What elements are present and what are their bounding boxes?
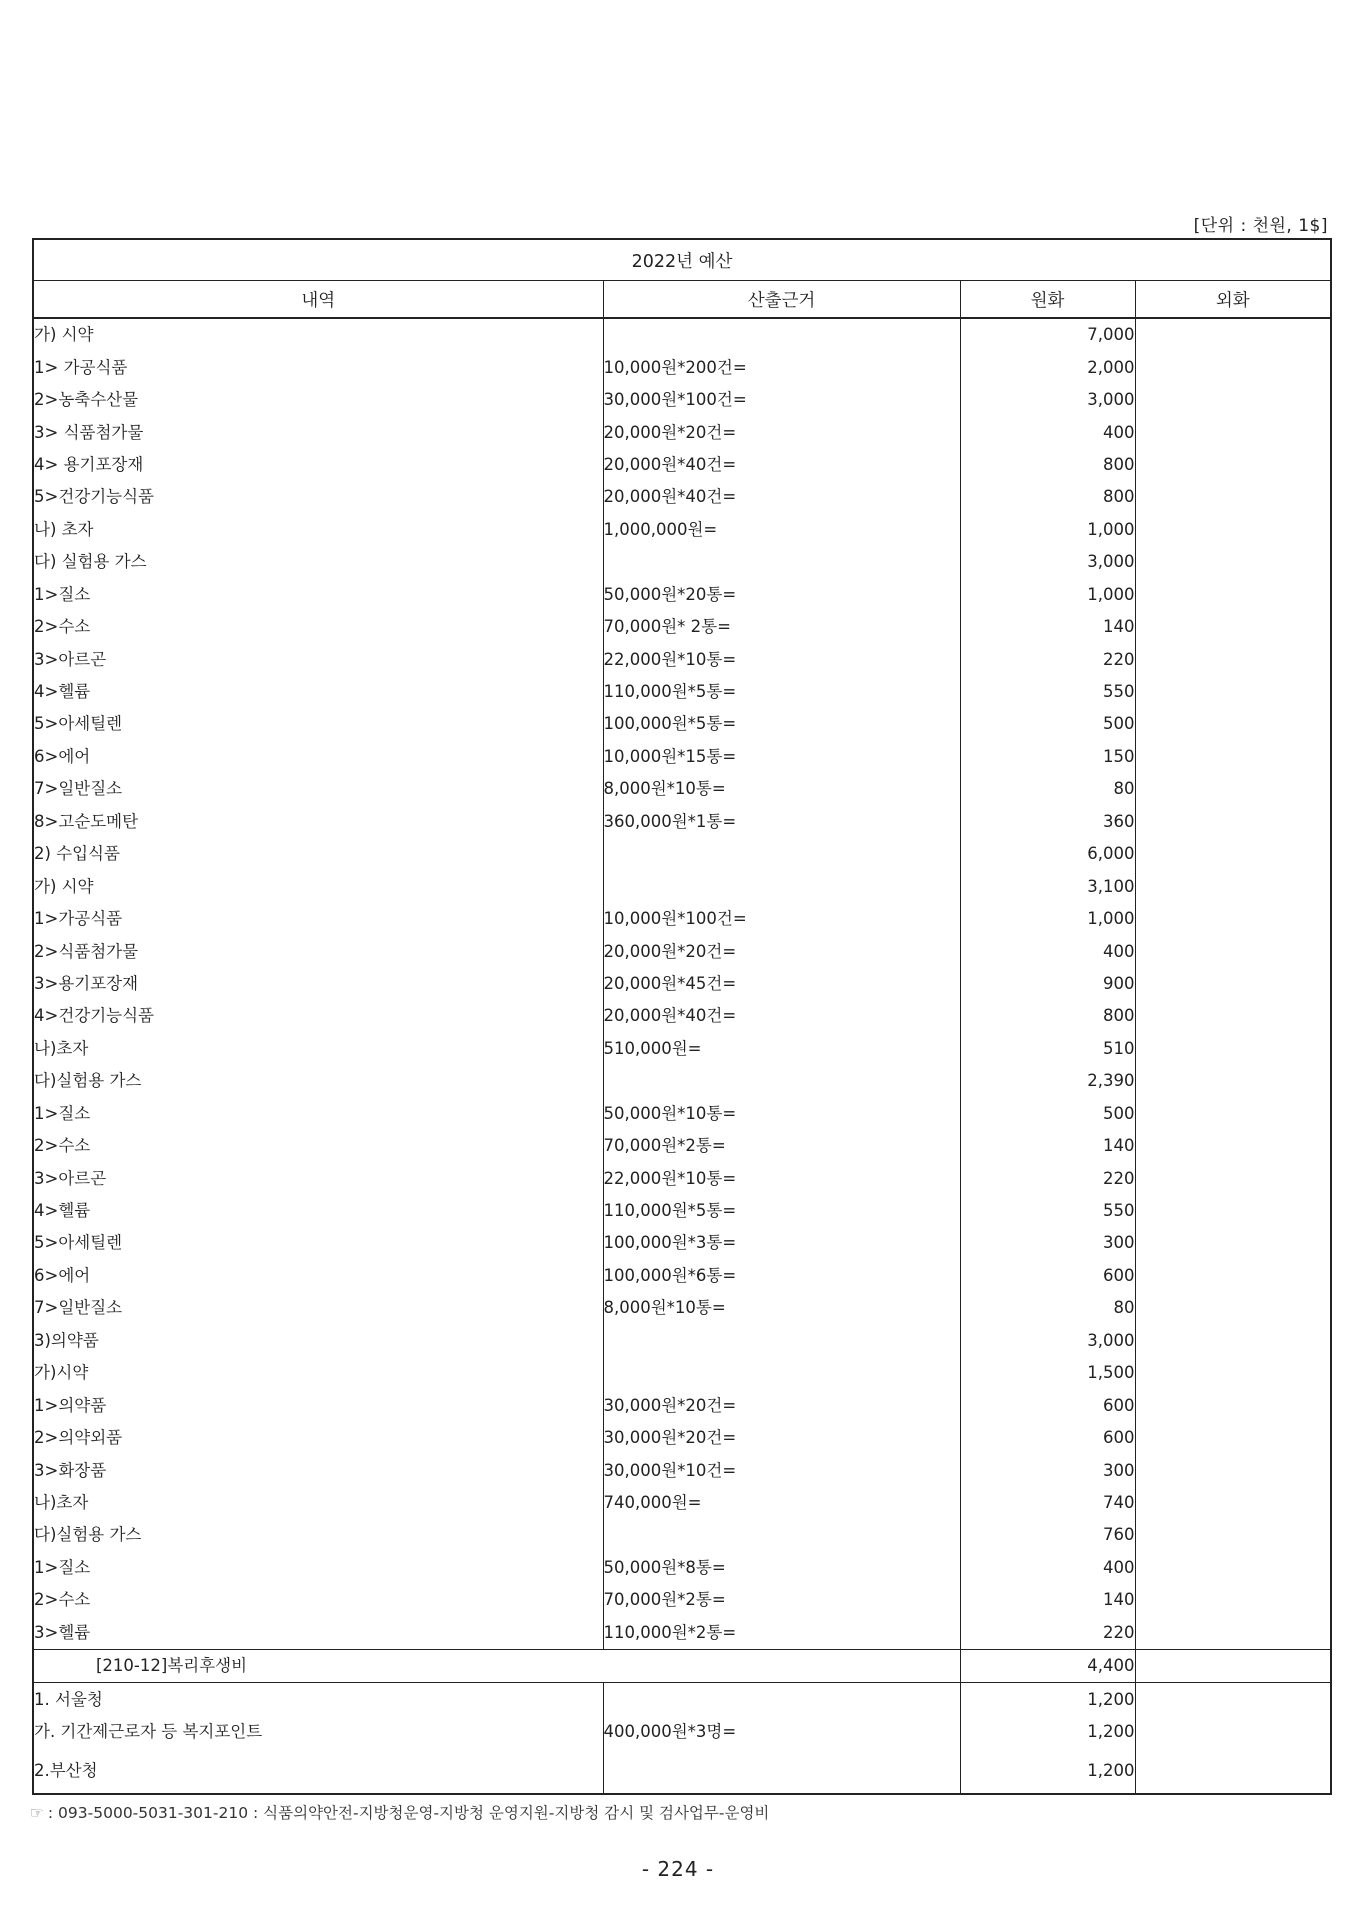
table-row (33, 481, 1331, 513)
row-foreign (1135, 1389, 1331, 1421)
row-item: 7>일반질소 (34, 1298, 123, 1318)
row-basis (603, 838, 960, 870)
table-row (33, 676, 1331, 708)
section-row (33, 1649, 1331, 1682)
table-row (33, 1617, 1331, 1650)
table-row (33, 1065, 1331, 1097)
row-foreign (1135, 1098, 1331, 1130)
row-foreign (1135, 384, 1331, 416)
unit-note: [단위 : 천원, 1$] (1193, 216, 1328, 236)
row-won: 510 (960, 1033, 1135, 1065)
row-foreign (1135, 1552, 1331, 1584)
header-foreign: 외화 (1135, 281, 1331, 319)
table-row (33, 1454, 1331, 1486)
table-row (33, 318, 1331, 351)
row-won: 220 (960, 1162, 1135, 1194)
table-row (33, 1422, 1331, 1454)
table-row (33, 1292, 1331, 1324)
row-won: 1,000 (960, 579, 1135, 611)
table-body (33, 318, 1331, 1794)
row-basis: 50,000원*10통= (603, 1098, 960, 1130)
row-basis: 110,000원*5통= (603, 676, 960, 708)
table-row (33, 741, 1331, 773)
row-basis: 360,000원*1통= (603, 806, 960, 838)
row-basis: 8,000원*10통= (603, 1292, 960, 1324)
row-won: 600 (960, 1260, 1135, 1292)
row-basis: 30,000원*20건= (603, 1422, 960, 1454)
row-item: 3>화장품 (34, 1460, 107, 1480)
row-won: 7,000 (960, 318, 1135, 351)
row-won: 800 (960, 449, 1135, 481)
row-item: 나) 초자 (34, 519, 94, 539)
row-item: 2>수소 (34, 1590, 91, 1610)
row-foreign (1135, 611, 1331, 643)
table-row (33, 1162, 1331, 1194)
row-basis: 10,000원*15통= (603, 741, 960, 773)
row-won: 800 (960, 481, 1135, 513)
table-row (33, 1716, 1331, 1748)
row-foreign (1135, 903, 1331, 935)
row-won: 400 (960, 1552, 1135, 1584)
row-won: 1,500 (960, 1357, 1135, 1389)
row-item: 2>수소 (34, 617, 91, 637)
row-foreign (1135, 1683, 1331, 1716)
row-won: 150 (960, 741, 1135, 773)
row-item: 1>질소 (34, 1103, 91, 1123)
row-item: 3>용기포장재 (34, 973, 139, 993)
row-foreign (1135, 741, 1331, 773)
row-foreign (1135, 416, 1331, 448)
row-item: 나)초자 (34, 1038, 89, 1058)
table-row (33, 1487, 1331, 1519)
row-won: 220 (960, 1617, 1135, 1650)
row-won: 6,000 (960, 838, 1135, 870)
row-won: 400 (960, 416, 1135, 448)
row-foreign (1135, 870, 1331, 902)
header-basis: 산출근거 (603, 281, 960, 319)
table-row (33, 384, 1331, 416)
row-item: 2>수소 (34, 1136, 91, 1156)
row-won: 760 (960, 1519, 1135, 1551)
row-foreign (1135, 1162, 1331, 1194)
row-basis: 22,000원*10통= (603, 1162, 960, 1194)
row-foreign (1135, 1519, 1331, 1551)
row-won: 740 (960, 1487, 1135, 1519)
row-item: 5>아세틸렌 (34, 1233, 123, 1253)
table-row (33, 1260, 1331, 1292)
row-foreign (1135, 1325, 1331, 1357)
table-row (33, 1033, 1331, 1065)
row-basis: 20,000원*40건= (603, 1000, 960, 1032)
table-row (33, 449, 1331, 481)
row-basis: 100,000원*6통= (603, 1260, 960, 1292)
row-basis: 8,000원*10통= (603, 773, 960, 805)
row-won: 1,200 (960, 1683, 1135, 1716)
row-won: 1,200 (960, 1748, 1135, 1794)
row-foreign (1135, 1000, 1331, 1032)
table-row (33, 1227, 1331, 1259)
row-basis: 20,000원*40건= (603, 449, 960, 481)
row-won: 220 (960, 643, 1135, 675)
row-item: 8>고순도메탄 (34, 811, 139, 831)
table-row (33, 579, 1331, 611)
row-won: 140 (960, 611, 1135, 643)
row-won: 80 (960, 773, 1135, 805)
row-foreign (1135, 1227, 1331, 1259)
row-basis (603, 1357, 960, 1389)
row-item: 5>아세틸렌 (34, 714, 123, 734)
row-foreign (1135, 773, 1331, 805)
row-basis: 110,000원*5통= (603, 1195, 960, 1227)
row-item: 3>아르곤 (34, 1168, 107, 1188)
row-foreign (1135, 708, 1331, 740)
row-basis: 20,000원*20건= (603, 935, 960, 967)
row-foreign (1135, 351, 1331, 383)
row-foreign (1135, 1130, 1331, 1162)
table-row (33, 1357, 1331, 1389)
row-item: 다) 실험용 가스 (34, 552, 147, 572)
table-row (33, 870, 1331, 902)
row-item: 다)실험용 가스 (34, 1071, 142, 1091)
row-basis (603, 318, 960, 351)
table-row (33, 1683, 1331, 1716)
row-item: 6>에어 (34, 746, 91, 766)
table-row (33, 514, 1331, 546)
row-basis (603, 546, 960, 578)
row-item: 나)초자 (34, 1492, 89, 1512)
row-item: 4>건강기능식품 (34, 1006, 154, 1026)
row-item: 3>아르곤 (34, 649, 107, 669)
row-item: 2.부산청 (34, 1761, 98, 1781)
row-won: 800 (960, 1000, 1135, 1032)
budget-table (32, 238, 1332, 1795)
row-item: 3)의약품 (34, 1330, 99, 1350)
row-won: 140 (960, 1584, 1135, 1616)
row-item: 가)시약 (34, 1363, 89, 1383)
table-row (33, 1325, 1331, 1357)
header-item: 내역 (33, 281, 603, 319)
table-row (33, 968, 1331, 1000)
section-foreign (1135, 1649, 1331, 1682)
row-item: 2>의약외품 (34, 1428, 123, 1448)
row-basis (603, 1683, 960, 1716)
row-basis: 50,000원*20통= (603, 579, 960, 611)
row-item: 3>헬륨 (34, 1622, 91, 1642)
row-basis: 100,000원*5통= (603, 708, 960, 740)
table-row (33, 546, 1331, 578)
table-row (33, 1195, 1331, 1227)
pointing-hand-icon: ☞ (30, 1804, 44, 1822)
row-item: 4>헬륨 (34, 1201, 91, 1221)
page-number: - 224 - (641, 1857, 715, 1881)
row-foreign (1135, 449, 1331, 481)
row-foreign (1135, 579, 1331, 611)
row-item: 1>질소 (34, 1557, 91, 1577)
row-foreign (1135, 546, 1331, 578)
row-item: 4> 용기포장재 (34, 454, 144, 474)
row-item: 1. 서울청 (33, 1683, 603, 1716)
table-row (33, 1552, 1331, 1584)
row-foreign (1135, 1260, 1331, 1292)
row-won: 300 (960, 1454, 1135, 1486)
row-foreign (1135, 1065, 1331, 1097)
row-foreign (1135, 1454, 1331, 1486)
row-item: 1> 가공식품 (34, 357, 128, 377)
row-won: 1,000 (960, 903, 1135, 935)
row-item: 2) 수입식품 (34, 844, 120, 864)
row-foreign (1135, 1292, 1331, 1324)
row-basis: 70,000원*2통= (603, 1130, 960, 1162)
row-basis: 30,000원*10건= (603, 1454, 960, 1486)
row-won: 140 (960, 1130, 1135, 1162)
table-row (33, 838, 1331, 870)
row-won: 3,000 (960, 546, 1135, 578)
table-row (33, 416, 1331, 448)
row-item: 1>질소 (34, 584, 91, 604)
row-item: 5>건강기능식품 (34, 487, 154, 507)
table-row (33, 1584, 1331, 1616)
row-foreign (1135, 1487, 1331, 1519)
row-item: 3> 식품첨가물 (34, 422, 144, 442)
row-item: 1>가공식품 (34, 909, 123, 929)
row-won: 1,200 (960, 1716, 1135, 1748)
table-row (33, 1748, 1331, 1794)
row-foreign (1135, 1584, 1331, 1616)
row-won: 500 (960, 708, 1135, 740)
table-row (33, 806, 1331, 838)
row-won: 3,100 (960, 870, 1135, 902)
row-basis: 22,000원*10통= (603, 643, 960, 675)
row-won: 600 (960, 1422, 1135, 1454)
row-basis (603, 1519, 960, 1551)
row-foreign (1135, 838, 1331, 870)
row-won: 500 (960, 1098, 1135, 1130)
row-won: 400 (960, 935, 1135, 967)
row-foreign (1135, 643, 1331, 675)
row-basis (603, 1325, 960, 1357)
row-foreign (1135, 1422, 1331, 1454)
row-won: 3,000 (960, 384, 1135, 416)
row-item: 6>에어 (34, 1265, 91, 1285)
row-won: 300 (960, 1227, 1135, 1259)
row-won: 600 (960, 1389, 1135, 1421)
table-row (33, 611, 1331, 643)
table-row (33, 903, 1331, 935)
row-basis: 400,000원*3명= (603, 1716, 960, 1748)
table-row (33, 773, 1331, 805)
row-item: 2>식품첨가물 (34, 941, 139, 961)
footnote (30, 1801, 769, 1823)
row-item: 가. 기간제근로자 등 복지포인트 (34, 1722, 263, 1742)
row-basis: 20,000원*45건= (603, 968, 960, 1000)
row-foreign (1135, 1617, 1331, 1650)
table-row (33, 1519, 1331, 1551)
row-basis: 30,000원*20건= (603, 1389, 960, 1421)
row-won: 550 (960, 1195, 1135, 1227)
section-item: [210-12]복리후생비 (33, 1649, 960, 1682)
row-item: 2>농축수산물 (34, 390, 139, 410)
row-basis: 110,000원*2통= (603, 1617, 960, 1650)
row-item: 7>일반질소 (34, 779, 123, 799)
row-basis: 20,000원*40건= (603, 481, 960, 513)
row-foreign (1135, 935, 1331, 967)
row-basis: 30,000원*100건= (603, 384, 960, 416)
row-basis: 50,000원*8통= (603, 1552, 960, 1584)
row-won: 80 (960, 1292, 1135, 1324)
row-foreign (1135, 318, 1331, 351)
row-basis: 20,000원*20건= (603, 416, 960, 448)
table-row (33, 1389, 1331, 1421)
row-foreign (1135, 1033, 1331, 1065)
footnote-text: : 093-5000-5031-301-210 : 식품의약안전-지방청운영-지방청 운영지원-지방청 감시 및 검사업무-운영비 (47, 1804, 770, 1822)
table-title: 2022년 예산 (33, 239, 1331, 281)
row-basis: 70,000원*2통= (603, 1584, 960, 1616)
row-foreign (1135, 806, 1331, 838)
table-row (33, 1000, 1331, 1032)
section-won: 4,400 (960, 1649, 1135, 1682)
table-row (33, 643, 1331, 675)
row-won: 1,000 (960, 514, 1135, 546)
table-row (33, 1098, 1331, 1130)
row-basis: 10,000원*100건= (603, 903, 960, 935)
row-won: 3,000 (960, 1325, 1135, 1357)
row-foreign (1135, 1716, 1331, 1748)
table-row (33, 708, 1331, 740)
table-row (33, 935, 1331, 967)
row-foreign (1135, 514, 1331, 546)
row-won: 360 (960, 806, 1135, 838)
row-basis: 1,000,000원= (603, 514, 960, 546)
row-item: 1>의약품 (34, 1395, 107, 1415)
row-foreign (1135, 1195, 1331, 1227)
row-item: 가) 시약 (34, 876, 94, 896)
row-basis (603, 1748, 960, 1794)
header-won: 원화 (960, 281, 1135, 319)
row-basis (603, 1065, 960, 1097)
row-basis (603, 870, 960, 902)
row-won: 2,000 (960, 351, 1135, 383)
row-basis: 740,000원= (603, 1487, 960, 1519)
row-foreign (1135, 481, 1331, 513)
row-basis: 10,000원*200건= (603, 351, 960, 383)
row-basis: 70,000원* 2통= (603, 611, 960, 643)
table-row (33, 351, 1331, 383)
row-basis: 510,000원= (603, 1033, 960, 1065)
row-basis: 100,000원*3통= (603, 1227, 960, 1259)
row-foreign (1135, 676, 1331, 708)
row-item: 가) 시약 (34, 325, 94, 345)
row-won: 2,390 (960, 1065, 1135, 1097)
row-foreign (1135, 1357, 1331, 1389)
table-row (33, 1130, 1331, 1162)
row-won: 550 (960, 676, 1135, 708)
row-item: 다)실험용 가스 (34, 1525, 142, 1545)
row-won: 900 (960, 968, 1135, 1000)
row-foreign (1135, 1748, 1331, 1794)
row-foreign (1135, 968, 1331, 1000)
row-item: 4>헬륨 (34, 682, 91, 702)
